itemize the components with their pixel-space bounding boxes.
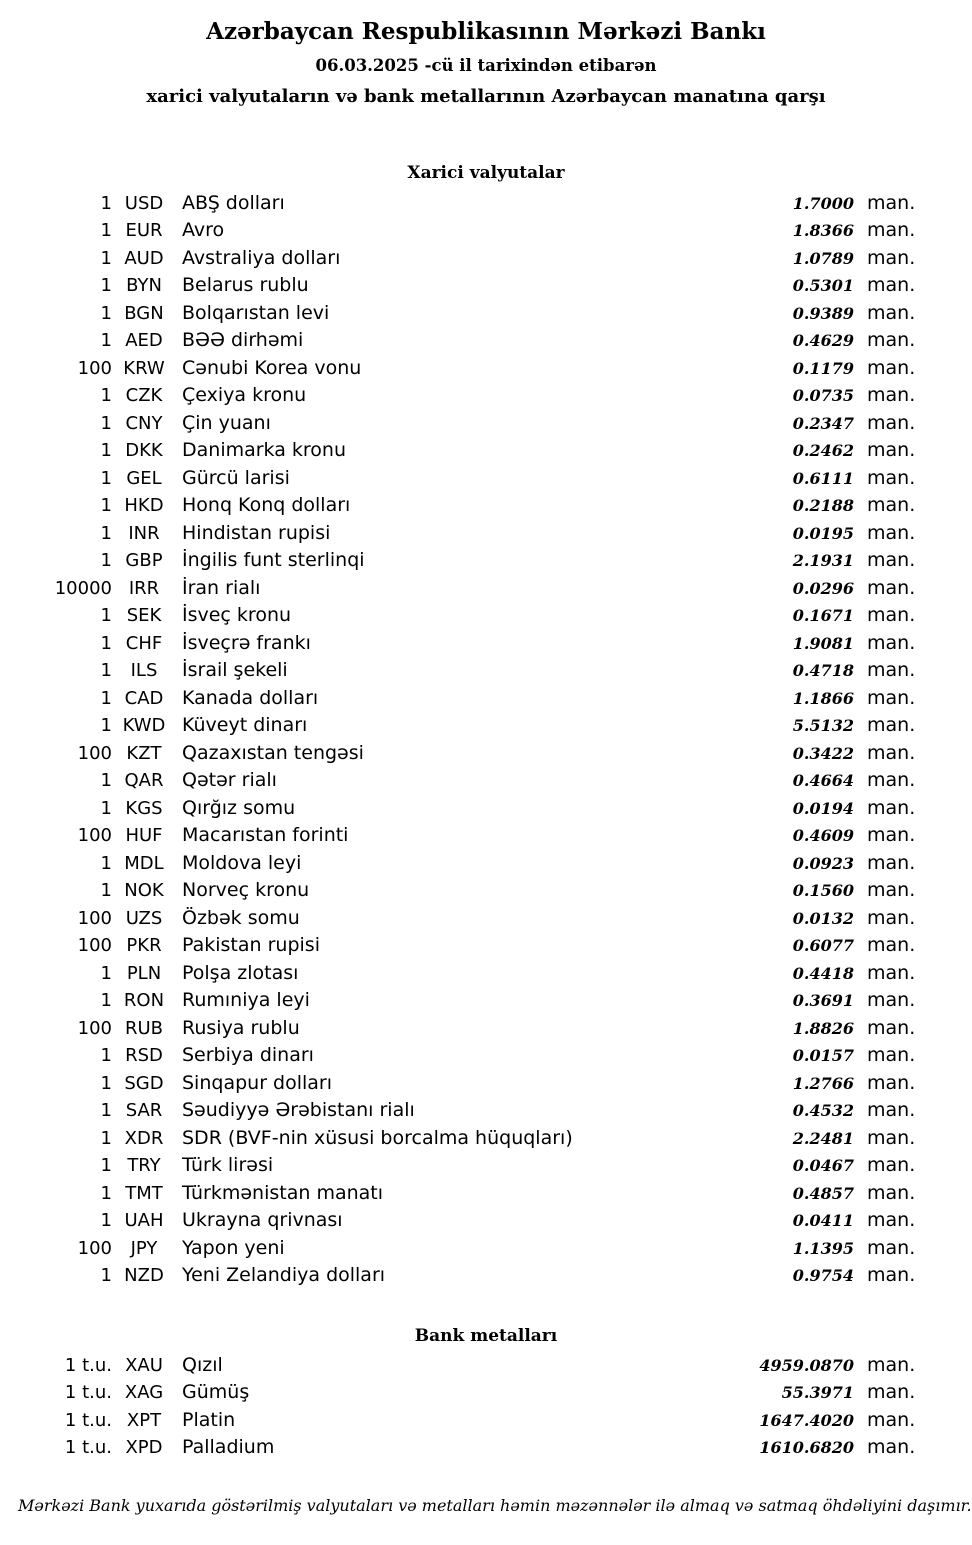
rate-quantity: 1 xyxy=(100,247,112,269)
rate-quantity: 1 xyxy=(100,1210,112,1232)
rate-quantity: 1 xyxy=(100,495,112,517)
currency-row xyxy=(0,522,972,550)
rate-unit-label: man. xyxy=(867,301,916,324)
rate-value: 2.1931 xyxy=(792,551,854,571)
rate-quantity: 1 xyxy=(100,852,112,874)
rate-value: 0.4857 xyxy=(792,1183,854,1203)
currency-code: PLN xyxy=(126,962,162,984)
rate-quantity: 1 xyxy=(100,797,112,819)
currency-code: SEK xyxy=(126,605,162,627)
effective-date-line: 06.03.2025 -cü il tarixindən etibarən xyxy=(315,55,657,75)
currency-name: Polşa zlotası xyxy=(182,961,299,984)
currency-row xyxy=(0,852,972,880)
rate-unit-label: man. xyxy=(867,631,916,654)
disclaimer-text: Mərkəzi Bank yuxarıda göstərilmiş valyutaları və metalları həmin məzənnələr ilə almaq və satmaq öhdəliyini daşımır. xyxy=(18,1495,972,1515)
rate-unit-label: man. xyxy=(867,714,916,737)
rate-value: 55.3971 xyxy=(781,1383,854,1403)
rate-value: 0.4532 xyxy=(792,1101,854,1121)
currency-code: CZK xyxy=(125,385,163,407)
currency-code: KZT xyxy=(126,742,162,764)
currency-row xyxy=(0,247,972,275)
rate-quantity: 1 xyxy=(100,632,112,654)
rate-value: 0.4418 xyxy=(792,963,854,983)
currency-code: IRR xyxy=(128,577,160,599)
rate-value: 1.8366 xyxy=(792,221,854,241)
currency-row xyxy=(0,494,972,522)
currency-code: UAH xyxy=(124,1210,164,1232)
currency-code: TRY xyxy=(127,1155,161,1177)
currency-name: Moldova leyi xyxy=(182,851,302,874)
currency-name: BƏƏ dirhəmi xyxy=(182,329,304,352)
rate-quantity: 1 xyxy=(100,412,112,434)
currency-row xyxy=(0,549,972,577)
currency-code: BGN xyxy=(124,302,164,324)
rate-unit-label: man. xyxy=(867,411,916,434)
rate-unit-label: man. xyxy=(867,1353,916,1376)
metal-row xyxy=(0,1409,972,1437)
currency-code: CNY xyxy=(125,412,163,434)
currency-code: PKR xyxy=(126,935,162,957)
rate-quantity: 1 xyxy=(100,522,112,544)
rate-unit-label: man. xyxy=(867,384,916,407)
currency-code: XPT xyxy=(126,1409,162,1431)
currency-code: BYN xyxy=(126,275,162,297)
rate-value: 0.9754 xyxy=(792,1266,854,1286)
currency-rates-table xyxy=(0,192,972,1292)
rate-quantity: 1 t.u. xyxy=(64,1437,112,1459)
currency-row xyxy=(0,1182,972,1210)
currency-code: JPY xyxy=(130,1237,158,1259)
currency-code: XAU xyxy=(125,1354,163,1376)
currency-code: HUF xyxy=(125,825,163,847)
currency-code: KRW xyxy=(123,357,165,379)
currency-name: Platin xyxy=(182,1408,236,1431)
currency-row xyxy=(0,274,972,302)
currency-row xyxy=(0,962,972,990)
rate-value: 0.6111 xyxy=(792,468,854,488)
rate-unit-label: man. xyxy=(867,934,916,957)
currency-name: Norveç kronu xyxy=(182,879,310,902)
rate-unit-label: man. xyxy=(867,549,916,572)
currency-code: GEL xyxy=(126,467,162,489)
rate-value: 0.0157 xyxy=(792,1046,854,1066)
rate-quantity: 100 xyxy=(77,907,112,929)
rate-quantity: 1 xyxy=(100,880,112,902)
currency-row xyxy=(0,192,972,220)
currency-name: Serbiya dinarı xyxy=(182,1044,314,1067)
currency-name: ABŞ dolları xyxy=(182,191,285,214)
rate-value: 0.4609 xyxy=(792,826,854,846)
rate-value: 4959.0870 xyxy=(759,1355,854,1375)
rate-unit-label: man. xyxy=(867,356,916,379)
rate-quantity: 1 xyxy=(100,330,112,352)
rate-unit-label: man. xyxy=(867,1264,916,1287)
currency-name: Pakistan rupisi xyxy=(182,934,320,957)
rate-unit-label: man. xyxy=(867,686,916,709)
currency-name: Avstraliya dolları xyxy=(182,246,341,269)
rate-unit-label: man. xyxy=(867,1209,916,1232)
rate-unit-label: man. xyxy=(867,521,916,544)
rate-quantity: 100 xyxy=(77,742,112,764)
rate-unit-label: man. xyxy=(867,494,916,517)
currency-code: TMT xyxy=(125,1182,163,1204)
rate-unit-label: man. xyxy=(867,1181,916,1204)
currency-code: XDR xyxy=(124,1127,164,1149)
rate-unit-label: man. xyxy=(867,329,916,352)
currency-row xyxy=(0,714,972,742)
currency-code: MDL xyxy=(124,852,164,874)
currency-row xyxy=(0,302,972,330)
rate-value: 0.0411 xyxy=(792,1211,854,1231)
currency-name: Macarıstan forinti xyxy=(182,824,349,847)
rate-unit-label: man. xyxy=(867,1381,916,1404)
currency-code: ILS xyxy=(130,660,158,682)
rate-quantity: 100 xyxy=(77,935,112,957)
rate-unit-label: man. xyxy=(867,439,916,462)
rate-unit-label: man. xyxy=(867,604,916,627)
rate-value: 1.1866 xyxy=(792,688,854,708)
currency-code: GBP xyxy=(125,550,163,572)
rate-unit-label: man. xyxy=(867,1099,916,1122)
rate-unit-label: man. xyxy=(867,1436,916,1459)
rate-quantity: 1 xyxy=(100,275,112,297)
currency-name: Qırğız somu xyxy=(182,796,296,819)
rate-quantity: 1 xyxy=(100,1265,112,1287)
currency-name: Çexiya kronu xyxy=(182,384,307,407)
currency-name: Belarus rublu xyxy=(182,274,309,297)
currency-row xyxy=(0,384,972,412)
currency-name: Qazaxıstan tengəsi xyxy=(182,741,364,764)
currency-code: RUB xyxy=(124,1017,164,1039)
page-title: Azərbaycan Respublikasının Mərkəzi Bankı xyxy=(206,18,766,45)
currency-name: Səudiyyə Ərəbistanı rialı xyxy=(182,1099,415,1122)
currency-code: DKK xyxy=(125,440,163,462)
currency-name: Qızıl xyxy=(182,1353,223,1376)
currency-row xyxy=(0,934,972,962)
currency-row xyxy=(0,879,972,907)
currency-name: Sinqapur dolları xyxy=(182,1071,333,1094)
currency-row xyxy=(0,219,972,247)
rate-quantity: 1 xyxy=(100,660,112,682)
rate-value: 1610.6820 xyxy=(759,1438,854,1458)
rate-value: 1647.4020 xyxy=(759,1410,854,1430)
currency-name: Hindistan rupisi xyxy=(182,521,331,544)
currency-name: SDR (BVF-nin xüsusi borcalma hüquqları) xyxy=(182,1126,573,1149)
rate-value: 0.0194 xyxy=(792,798,854,818)
currency-row xyxy=(0,1209,972,1237)
metal-rates-table xyxy=(0,1354,972,1464)
rate-value: 0.4664 xyxy=(792,771,854,791)
currency-row xyxy=(0,439,972,467)
rate-quantity: 1 xyxy=(100,687,112,709)
rate-value: 1.1395 xyxy=(792,1238,854,1258)
rate-value: 1.9081 xyxy=(792,633,854,653)
rate-quantity: 1 xyxy=(100,1100,112,1122)
currency-name: Honq Konq dolları xyxy=(182,494,351,517)
currency-row xyxy=(0,1154,972,1182)
currency-name: Türkmənistan manatı xyxy=(182,1181,384,1204)
currency-name: Danimarka kronu xyxy=(182,439,347,462)
rate-unit-label: man. xyxy=(867,879,916,902)
currency-row xyxy=(0,907,972,935)
rate-unit-label: man. xyxy=(867,659,916,682)
currency-row xyxy=(0,659,972,687)
currency-row xyxy=(0,1237,972,1265)
currency-row xyxy=(0,357,972,385)
currency-code: NOK xyxy=(124,880,164,902)
rate-value: 0.1560 xyxy=(792,881,854,901)
rate-unit-label: man. xyxy=(867,796,916,819)
currency-code: AUD xyxy=(124,247,164,269)
rate-quantity: 1 t.u. xyxy=(64,1382,112,1404)
rate-unit-label: man. xyxy=(867,961,916,984)
rate-quantity: 1 xyxy=(100,220,112,242)
rate-value: 0.4629 xyxy=(792,331,854,351)
currency-code: USD xyxy=(124,192,164,214)
rate-value: 0.2462 xyxy=(792,441,854,461)
currency-name: Gümüş xyxy=(182,1381,250,1404)
rate-value: 1.8826 xyxy=(792,1018,854,1038)
rate-value: 0.2188 xyxy=(792,496,854,516)
currency-row xyxy=(0,797,972,825)
metal-row xyxy=(0,1436,972,1464)
rate-unit-label: man. xyxy=(867,274,916,297)
currency-row xyxy=(0,769,972,797)
currency-name: Cənubi Korea vonu xyxy=(182,356,362,379)
currency-name: Palladium xyxy=(182,1436,275,1459)
rate-value: 0.6077 xyxy=(792,936,854,956)
rate-unit-label: man. xyxy=(867,851,916,874)
currency-code: INR xyxy=(128,522,160,544)
currency-code: CHF xyxy=(125,632,163,654)
currency-name: İsveçrə frankı xyxy=(182,631,311,654)
currency-code: KGS xyxy=(125,797,163,819)
currency-code: AED xyxy=(125,330,163,352)
currency-name: Rusiya rublu xyxy=(182,1016,300,1039)
rate-value: 1.2766 xyxy=(792,1073,854,1093)
rate-unit-label: man. xyxy=(867,906,916,929)
currency-name: Türk lirəsi xyxy=(182,1154,274,1177)
currency-code: RON xyxy=(123,990,165,1012)
rate-value: 1.0789 xyxy=(792,248,854,268)
rate-unit-label: man. xyxy=(867,741,916,764)
rate-quantity: 1 xyxy=(100,192,112,214)
rate-quantity: 1 xyxy=(100,550,112,572)
rate-quantity: 1 xyxy=(100,1155,112,1177)
currency-row xyxy=(0,1264,972,1292)
rate-quantity: 10000 xyxy=(54,577,112,599)
rate-value: 0.0735 xyxy=(792,386,854,406)
metal-row xyxy=(0,1354,972,1382)
currency-code: UZS xyxy=(125,907,163,929)
rate-quantity: 1 xyxy=(100,1045,112,1067)
rate-unit-label: man. xyxy=(867,576,916,599)
rate-value: 0.4718 xyxy=(792,661,854,681)
rate-unit-label: man. xyxy=(867,1236,916,1259)
currency-code: XAG xyxy=(124,1382,164,1404)
currency-row xyxy=(0,604,972,632)
rate-unit-label: man. xyxy=(867,191,916,214)
currency-row xyxy=(0,1044,972,1072)
rate-unit-label: man. xyxy=(867,219,916,242)
rate-unit-label: man. xyxy=(867,1071,916,1094)
currency-row xyxy=(0,1127,972,1155)
currency-code: KWD xyxy=(122,715,166,737)
rate-value: 0.3691 xyxy=(792,991,854,1011)
currency-code: HKD xyxy=(124,495,164,517)
rate-value: 0.1671 xyxy=(792,606,854,626)
rate-quantity: 100 xyxy=(77,357,112,379)
rate-quantity: 1 xyxy=(100,1072,112,1094)
section-title-metals: Bank metalları xyxy=(414,1325,558,1346)
rate-quantity: 1 xyxy=(100,715,112,737)
currency-row xyxy=(0,467,972,495)
currency-name: İran rialı xyxy=(182,576,261,599)
rate-quantity: 1 xyxy=(100,1127,112,1149)
rate-quantity: 1 xyxy=(100,302,112,324)
currency-row xyxy=(0,1017,972,1045)
rate-value: 2.2481 xyxy=(792,1128,854,1148)
currency-name: Bolqarıstan levi xyxy=(182,301,330,324)
currency-name: Yapon yeni xyxy=(182,1236,285,1259)
rate-unit-label: man. xyxy=(867,1408,916,1431)
currency-name: Özbək somu xyxy=(182,906,300,929)
currency-name: Yeni Zelandiya dolları xyxy=(182,1264,386,1287)
currency-code: EUR xyxy=(125,220,163,242)
rate-value: 0.0923 xyxy=(792,853,854,873)
currency-name: Gürcü larisi xyxy=(182,466,290,489)
currency-row xyxy=(0,329,972,357)
rate-quantity: 1 t.u. xyxy=(64,1409,112,1431)
currency-name: Qətər rialı xyxy=(182,769,277,792)
rate-quantity: 1 xyxy=(100,962,112,984)
rate-unit-label: man. xyxy=(867,824,916,847)
currency-name: Çin yuanı xyxy=(182,411,271,434)
rate-unit-label: man. xyxy=(867,246,916,269)
currency-row xyxy=(0,824,972,852)
rate-quantity: 1 xyxy=(100,1182,112,1204)
currency-name: Küveyt dinarı xyxy=(182,714,308,737)
rate-unit-label: man. xyxy=(867,1126,916,1149)
rate-unit-label: man. xyxy=(867,769,916,792)
rate-unit-label: man. xyxy=(867,1044,916,1067)
rate-value: 0.2347 xyxy=(792,413,854,433)
currency-name: Rumıniya leyi xyxy=(182,989,310,1012)
rate-quantity: 1 xyxy=(100,990,112,1012)
currency-name: İngilis funt sterlinqi xyxy=(182,549,365,572)
rate-value: 0.1179 xyxy=(792,358,854,378)
rate-quantity: 1 xyxy=(100,605,112,627)
rate-unit-label: man. xyxy=(867,466,916,489)
page-subtitle: xarici valyutaların və bank metallarının Azərbaycan manatına qarşı xyxy=(146,85,826,107)
rate-unit-label: man. xyxy=(867,1016,916,1039)
currency-name: Kanada dolları xyxy=(182,686,319,709)
currency-row xyxy=(0,742,972,770)
currency-code: CAD xyxy=(124,687,164,709)
rate-value: 0.0195 xyxy=(792,523,854,543)
currency-name: İsrail şekeli xyxy=(182,659,288,682)
currency-code: XPD xyxy=(125,1437,163,1459)
rate-quantity: 1 xyxy=(100,440,112,462)
rate-value: 0.5301 xyxy=(792,276,854,296)
rate-value: 0.0296 xyxy=(792,578,854,598)
currency-row xyxy=(0,1099,972,1127)
currency-row xyxy=(0,687,972,715)
rate-quantity: 100 xyxy=(77,825,112,847)
rate-value: 0.0467 xyxy=(792,1156,854,1176)
metal-row xyxy=(0,1381,972,1409)
currency-row xyxy=(0,1072,972,1100)
rate-quantity: 1 xyxy=(100,467,112,489)
rate-quantity: 100 xyxy=(77,1017,112,1039)
rate-quantity: 1 xyxy=(100,770,112,792)
currency-code: SGD xyxy=(124,1072,164,1094)
currency-code: RSD xyxy=(125,1045,163,1067)
currency-name: İsveç kronu xyxy=(182,604,292,627)
currency-row xyxy=(0,632,972,660)
currency-code: QAR xyxy=(124,770,164,792)
rate-quantity: 1 xyxy=(100,385,112,407)
rate-value: 0.3422 xyxy=(792,743,854,763)
rate-quantity: 1 t.u. xyxy=(64,1354,112,1376)
rate-value: 1.7000 xyxy=(792,193,854,213)
currency-code: SAR xyxy=(125,1100,163,1122)
rate-quantity: 100 xyxy=(77,1237,112,1259)
currency-row xyxy=(0,989,972,1017)
currency-row xyxy=(0,412,972,440)
section-title-currencies: Xarici valyutalar xyxy=(407,162,565,183)
currency-name: Avro xyxy=(182,219,225,242)
currency-row xyxy=(0,577,972,605)
rate-unit-label: man. xyxy=(867,1154,916,1177)
currency-code: NZD xyxy=(124,1265,164,1287)
rate-value: 5.5132 xyxy=(792,716,854,736)
rate-value: 0.0132 xyxy=(792,908,854,928)
rate-unit-label: man. xyxy=(867,989,916,1012)
rate-value: 0.9389 xyxy=(792,303,854,323)
currency-name: Ukrayna qrivnası xyxy=(182,1209,343,1232)
